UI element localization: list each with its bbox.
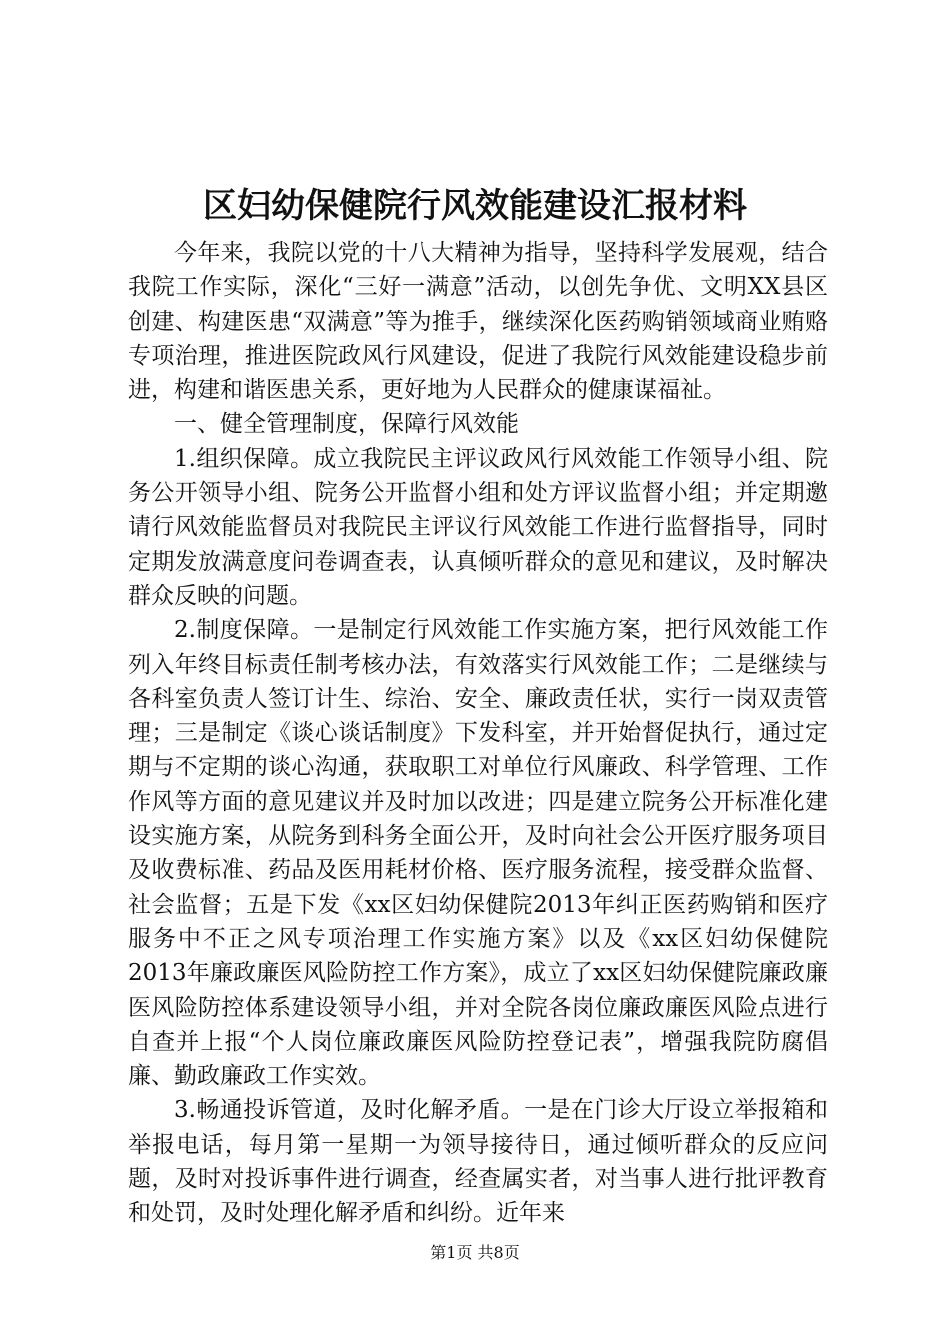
- document-title: 区妇幼保健院行风效能建设汇报材料: [203, 186, 747, 226]
- page-footer: 第1页 共8页: [430, 1243, 520, 1262]
- paragraph-complaints: 3.畅通投诉管道，及时化解矛盾。一是在门诊大厅设立举报箱和举报电话，每月第一星期一为领导接待日，通过倾听群众的反应问题，及时对投诉事件进行调查，经查属实者，对当事人进行批评教育和处罚，及时处理化解矛盾和纠纷。近年来: [128, 1097, 828, 1227]
- paragraph-system: 2.制度保障。一是制定行风效能工作实施方案，把行风效能工作列入年终目标责任制考核办法，有效落实行风效能工作；二是继续与各科室负责人签订计生、综治、安全、廉政责任状，实行一岗双责管理；三是制定《谈心谈话制度》下发科室，并开始督促执行，通过定期与不定期的谈心沟通，获取职工对单位行风廉政、科学管理、工作作风等方面的意见建议并及时加以改进；四是建立院务公开标准化建设实施方案，从院务到科务全面公开，及时向社会公开医疗服务项目及收费标准、药品及医用耗材价格、医疗服务流程，接受群众监督、社会监督；五是下发《xx区妇幼保健院2013年纠正医药购销和医疗服务中不正之风专项治理工作实施方案》以及《xx区妇幼保健院2013年廉政廉医风险防控工作方案》，成立了xx区妇幼保健院廉政廉医风险防控体系建设领导小组，并对全院各岗位廉政廉医风险点进行自查并上报“个人岗位廉政廉医风险防控登记表”，增强我院防腐倡廉、勤政廉政工作实效。: [128, 617, 828, 1090]
- paragraph-intro: 今年来，我院以党的十八大精神为指导，坚持科学发展观，结合我院工作实际，深化“三好一满意”活动，以创先争优、文明XX县区创建、构建医患“双满意”等为推手，继续深化医药购销领域商业贿赂专项治理，推进医院政风行风建设，促进了我院行风效能建设稳步前进，构建和谐医患关系，更好地为人民群众的健康谋福祉。: [128, 240, 828, 404]
- paragraph-organization: 1.组织保障。成立我院民主评议政风行风效能工作领导小组、院务公开领导小组、院务公开监督小组和处方评议监督小组；并定期邀请行风效能监督员对我院民主评议行风效能工作进行监督指导，同时定期发放满意度问卷调查表，认真倾听群众的意见和建议，及时解决群众反映的问题。: [128, 445, 828, 609]
- section-heading-1: 一、健全管理制度，保障行风效能: [174, 411, 519, 438]
- document-body: [128, 236, 828, 1231]
